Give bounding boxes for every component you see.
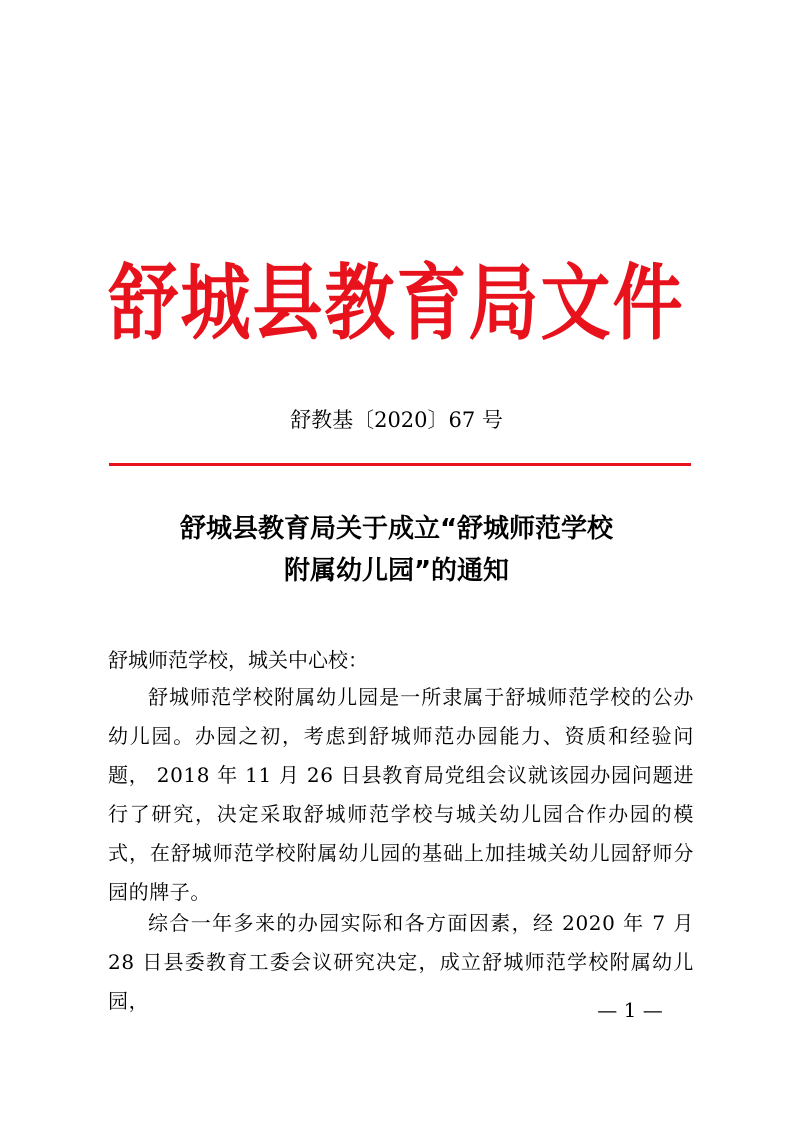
body-paragraph-2: 综合一年多来的办园实际和各方面因素，经 2020 年 7 月 28 日县委教育工委会议研究决定，成立舒城师范学校附属幼儿园， [108,911,694,1013]
page-number: — 1 — [597,998,663,1022]
notice-title [100,508,693,592]
body-paragraph-1: 舒城师范学校附属幼儿园是一所隶属于舒城师范学校的公办幼儿园。办园之初，考虑到舒城师范办园能力、资质和经验问题， 2018 年 11 月 26 日县教育局党组会议就该园办园问题进行了研究，决定采取舒城师范学校与城关幼儿园合作办园的模式，在舒城师范学校附属幼儿园的基础上加挂城关幼儿园舒师分园的牌子。 [108,685,694,904]
salutation: 舒城师范学校，城关中心校： [108,648,368,672]
masthead-title: 舒城县教育局文件 [108,254,685,352]
notice-title-line-1: 舒城县教育局关于成立“舒城师范学校 [179,514,614,544]
red-separator-line [109,463,691,466]
document-number: 舒教基〔2020〕67 号 [290,408,503,432]
notice-title-line-2: 附属幼儿园”的通知 [283,556,510,586]
